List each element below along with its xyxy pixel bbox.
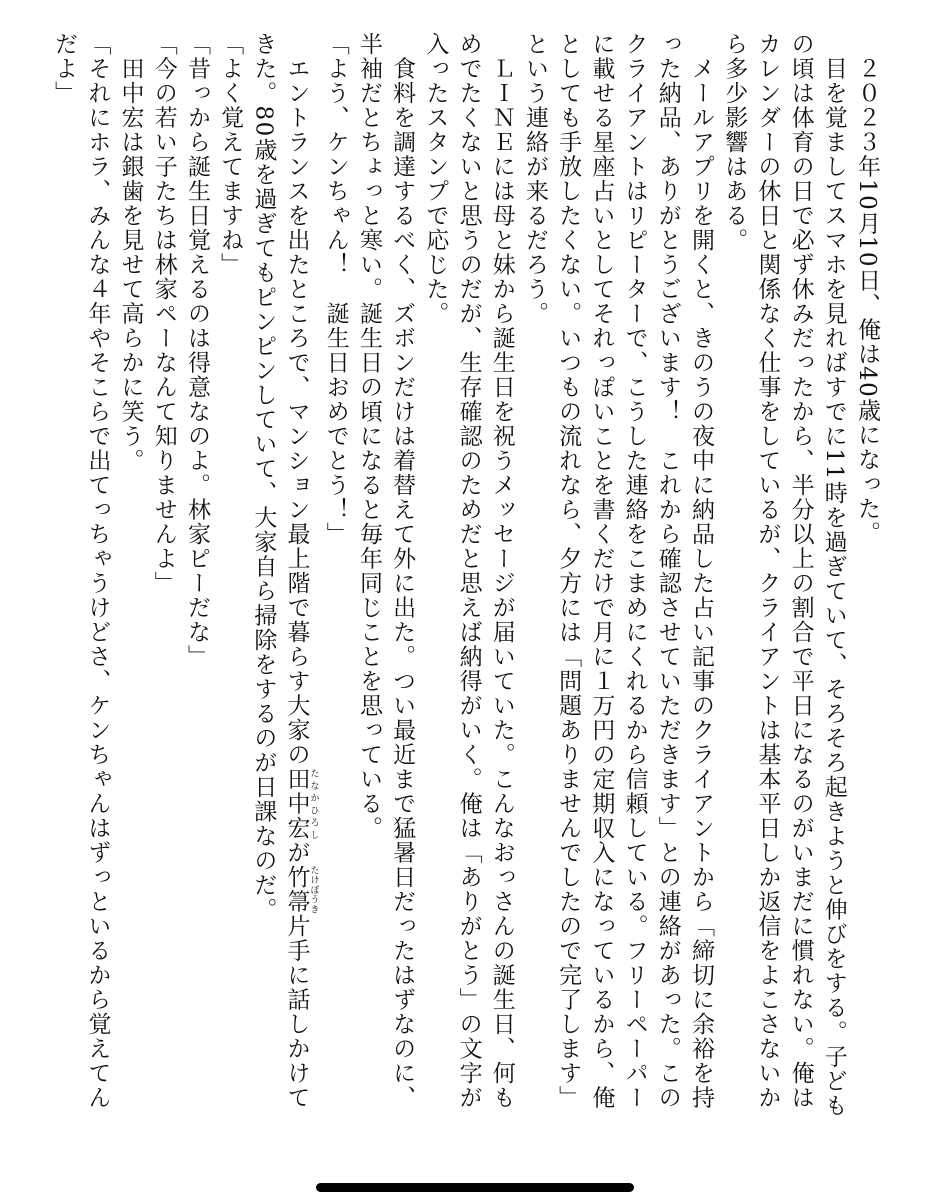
paragraph: 食料を調達するべく、ズボンだけは着替えて外に出た。つい最近まで猛暑日だったはずなのに、半袖だとちょっと寒い。誕生日の頃になると毎年同じことを思っている。: [355, 32, 416, 1110]
paragraph-text: 片手に話しかけてきた。80歳を過ぎてもピンピンしていて、大家自ら掃除をするのが日課なのだ。: [250, 32, 310, 1110]
ruby-base: 田中宏: [283, 767, 310, 841]
ruby-reading: たけぼうき: [308, 865, 319, 914]
paragraph: 「昔っから誕生日覚えるのは得意なのよ。林家ピーだな」: [183, 32, 210, 669]
paragraph: 目を覚ましてスマホを見ればすでに11時を過ぎていて、そろそろ起きようと伸びをする。子どもの頃は体育の日で必ず休みだったから、半分以上の割合で平日になるのがいまだに慣れない。俺はカレンダーの休日と関係なく仕事をしているが、クライアントは基本平日しか返信をよこさないから多少影響はある。: [721, 32, 847, 1118]
home-indicator[interactable]: [316, 1183, 634, 1192]
paragraph: 「よく覚えてますね」: [217, 32, 244, 277]
paragraph: 「今の若い子たちは林家ペーなんて知りませんよ」: [150, 32, 177, 596]
paragraph: 「それにホラ、みんな４年やそこらで出てっちゃうけどさ、ケンちゃんはずっといるから覚えてんだよ」: [51, 32, 111, 1110]
paragraph-text: エントランスを出たところで、マンション最上階で暮らす大家の: [283, 32, 310, 767]
ruby-base: 竹箒: [283, 865, 310, 914]
paragraph: ２０２３年10月10日、俺は40歳になった。: [854, 32, 880, 546]
ruby-reading: たなかひろし: [308, 767, 319, 841]
paragraph-text: が: [283, 840, 310, 865]
paragraph: [246, 32, 318, 1132]
ruby-landlord-name: [283, 767, 319, 841]
story-text: [47, 32, 883, 1132]
paragraph: 田中宏は銀歯を見せて高らかに笑う。: [117, 32, 144, 473]
ruby-broom: [283, 865, 319, 914]
paragraph: メールアプリを開くと、きのうの夜中に納品した占い記事のクライアントから「締切に余裕を持った納品、ありがとうございます！ これから確認させていただきます」との連絡があった。このクライアントはリピーターで、こうした連絡をこまめにくれるから信頼している。フリーペーパーに載せる星座占いとしてそれっぽいことを書くだけで月に１万円の定期収入になっているから、俺としても手放したくない。いつもの流れなら、夕方には「問題ありませんでしたので完了します」という連絡が来るだろう。: [521, 32, 714, 1110]
paragraph: 「よう、ケンちゃん！ 誕生日おめでとう！」: [322, 32, 349, 547]
paragraph: ＬＩＮＥには母と妹から誕生日を祝うメッセージが届いていた。こんなおっさんの誕生日、何もめでたくないと思うのだが、生存確認のためだと思えば納得がいく。俺は「ありがとう」の文字が入ったスタンプで応じた。: [422, 32, 515, 1110]
